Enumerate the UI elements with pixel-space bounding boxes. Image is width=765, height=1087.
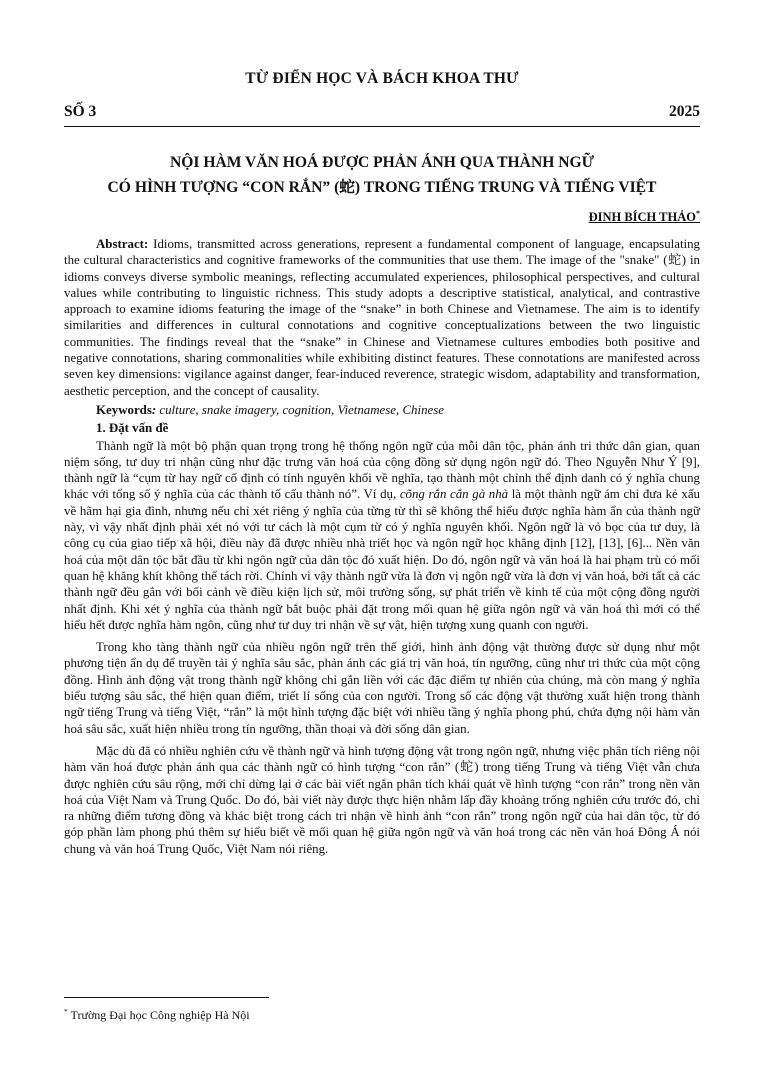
abstract xyxy=(64,236,700,399)
issue-number: SỐ 3 xyxy=(64,103,97,120)
article-title-line-2: CÓ HÌNH TƯỢNG “CON RẮN” (蛇) TRONG TIẾNG TRUNG VÀ TIẾNG VIỆT xyxy=(107,179,657,196)
author-name xyxy=(589,209,700,225)
section-heading: 1. Đặt vấn đề xyxy=(96,421,169,436)
keywords-label: Keywords xyxy=(96,402,152,417)
footnote-rule xyxy=(64,997,269,998)
keywords-colon: : xyxy=(151,402,157,417)
idiom-example: cõng rắn cắn gà nhà xyxy=(399,487,509,502)
paragraph-2: Trong kho tàng thành ngữ của nhiều ngôn ngữ trên thế giới, hình ảnh động vật thường được sử dụng như một phương tiện ẩn dụ để truyền tải ý nghĩa sâu sắc, phản ánh các giá trị văn hoá, tín ngưỡng, cũng như tri thức của một cộng đồng. Hình ảnh động vật trong thành ngữ không chỉ gắn liền với các đặc điểm tự nhiên của chúng, mà còn mang ý nghĩa biểu tượng sâu sắc, thể hiện quan điểm, triết lí sống của con người. Trong số các động vật thường xuất hiện trong thành ngữ tiếng Trung và tiếng Việt, “rắn” là một hình tượng đặc biệt với nhiều tầng ý nghĩa phong phú, chứa đựng nội hàm văn hoá sâu sắc, xuất hiện nhiều trong tín ngưỡng, thần thoại và đời sống dân gian. xyxy=(64,640,700,736)
paragraph-1-part-a: Thành ngữ là một bộ phận quan trọng trong hệ thống ngôn ngữ của mỗi dân tộc, phản ánh tri thức dân gian, quan niệm sống, tư duy tri nhận cũng như đặc trưng văn hoá của cộng đồng sử dụng ngôn ngữ đó. Theo Nguyễn Như Ý [9], thành ngữ là “cụm từ hay ngữ cố định có tính nguyên khối về nghĩa, tạo thành một chỉnh thể định danh có ý nghĩa chung khác với tổng số ý nghĩa của các thành tố cấu thành nó”. Ví dụ, xyxy=(64,438,700,502)
abstract-text: Idioms, transmitted across generations, represent a fundamental component of language, encapsulating the cultural characteristics and cognitive frameworks of the communities that use them. The image of the "snake" (蛇) in idioms conveys diverse symbolic meanings, reflecting accumulated experiences, philosophical perspectives, and cultural values while contributing to linguistic richness. This study adopts a descriptive statistical, analytical, and contrastive approach to examine idioms featuring the image of the “snake” in both Chinese and Vietnamese. The aim is to identify similarities and differences in cultural connotations and cognitive conceptualizations between the two linguistic communities. The findings reveal that the “snake” in Chinese and Vietnamese cultures embodies both positive and negative connotations, sharing commonalities while exhibiting distinct features. These connotations are manifested across seven key dimensions: vigilance against danger, fear-induced reverence, strategic wisdom, adaptability and transformation, aesthetic perception, and the concept of causality. xyxy=(64,237,700,398)
author-name-text: ĐINH BÍCH THẢO xyxy=(588,210,696,225)
abstract-label: Abstract: xyxy=(96,237,149,251)
journal-title: TỪ ĐIỂN HỌC VÀ BÁCH KHOA THƯ xyxy=(245,70,519,87)
article-body xyxy=(64,236,700,863)
paragraph-3: Mặc dù đã có nhiều nghiên cứu về thành ngữ và hình tượng động vật trong ngôn ngữ, nhưng việc phân tích riêng nội hàm văn hoá được phản ánh qua các thành ngữ có hình tượng “con rắn” (蛇) trong tiếng Trung và tiếng Việt vẫn chưa được nghiên cứu sâu rộng, mới chỉ dừng lại ở các bài viết ngắn phân tích khái quát về hình tượng “con rắn” trong nền văn hoá của Việt Nam và Trung Quốc. Do đó, bài viết này được thực hiện nhằm lấp đầy khoảng trống nghiên cứu trước đó, chỉ ra những điểm tương đồng và khác biệt trong cách tri nhận về hình ảnh “con rắn” trong ngôn ngữ của hai dân tộc, từ đó góp phần làm phong phú thêm sự hiểu biết về mối quan hệ giữa ngôn ngữ và văn hoá trong các nền văn hoá Đông Á nói chung và văn hoá Trung Quốc, Việt Nam nói riêng. xyxy=(64,743,700,856)
footnote-mark: * xyxy=(64,1007,68,1016)
keywords-text: culture, snake imagery, cognition, Vietnamese, Chinese xyxy=(156,402,444,417)
footnote xyxy=(64,1007,250,1023)
author-footnote-mark: * xyxy=(696,209,700,218)
paragraph-1 xyxy=(64,438,700,634)
keywords xyxy=(64,402,700,418)
article-title-line-1: NỘI HÀM VĂN HOÁ ĐƯỢC PHẢN ÁNH QUA THÀNH NGỮ xyxy=(169,154,595,171)
footnote-text: Trường Đại học Công nghiệp Hà Nội xyxy=(67,1008,250,1022)
paragraph-1-part-b: là một thành ngữ ám chỉ đưa kẻ xấu về hãm hại gia đình, nhưng nếu chỉ xét riêng ý nghĩa của từng từ thì sẽ không thể hiểu được nghĩa hàm ẩn của thành ngữ này, vì vậy nhất định phải xét nó với tư cách là một cụm từ có ý nghĩa nguyên khối. Ngôn ngữ là vỏ bọc của tư duy, là công cụ của giao tiếp xã hội, điều này đã được nhiều nhà triết học và ngôn ngữ học khẳng định [12], [13], [6]... Nền văn hoá của một dân tộc bắt đầu từ khi ngôn ngữ của dân tộc đó xuất hiện. Do đó, ngôn ngữ và văn hoá là hai phạm trù có mối quan hệ khăng khít không thể tách rời. Chính vì vậy thành ngữ vừa là đơn vị ngôn ngữ vừa là đơn vị văn hoá, bởi tất cả các thành ngữ đều gắn với bối cảnh về điều kiện lịch sử, môi trường sống, sự phát triển về kinh tế của một cộng đồng người nhất định. Khi xét ý nghĩa của thành ngữ bắt buộc phải đặt trong mối quan hệ giữa ngôn ngữ và văn hoá thì mới có thể hiểu hết được nghĩa hàm ngôn, cũng như tư duy tri nhận về sự vật, hiện tượng xung quanh con người. xyxy=(64,487,700,632)
issue-year: 2025 xyxy=(669,103,700,120)
article-title xyxy=(64,150,700,200)
header-rule xyxy=(64,126,700,127)
